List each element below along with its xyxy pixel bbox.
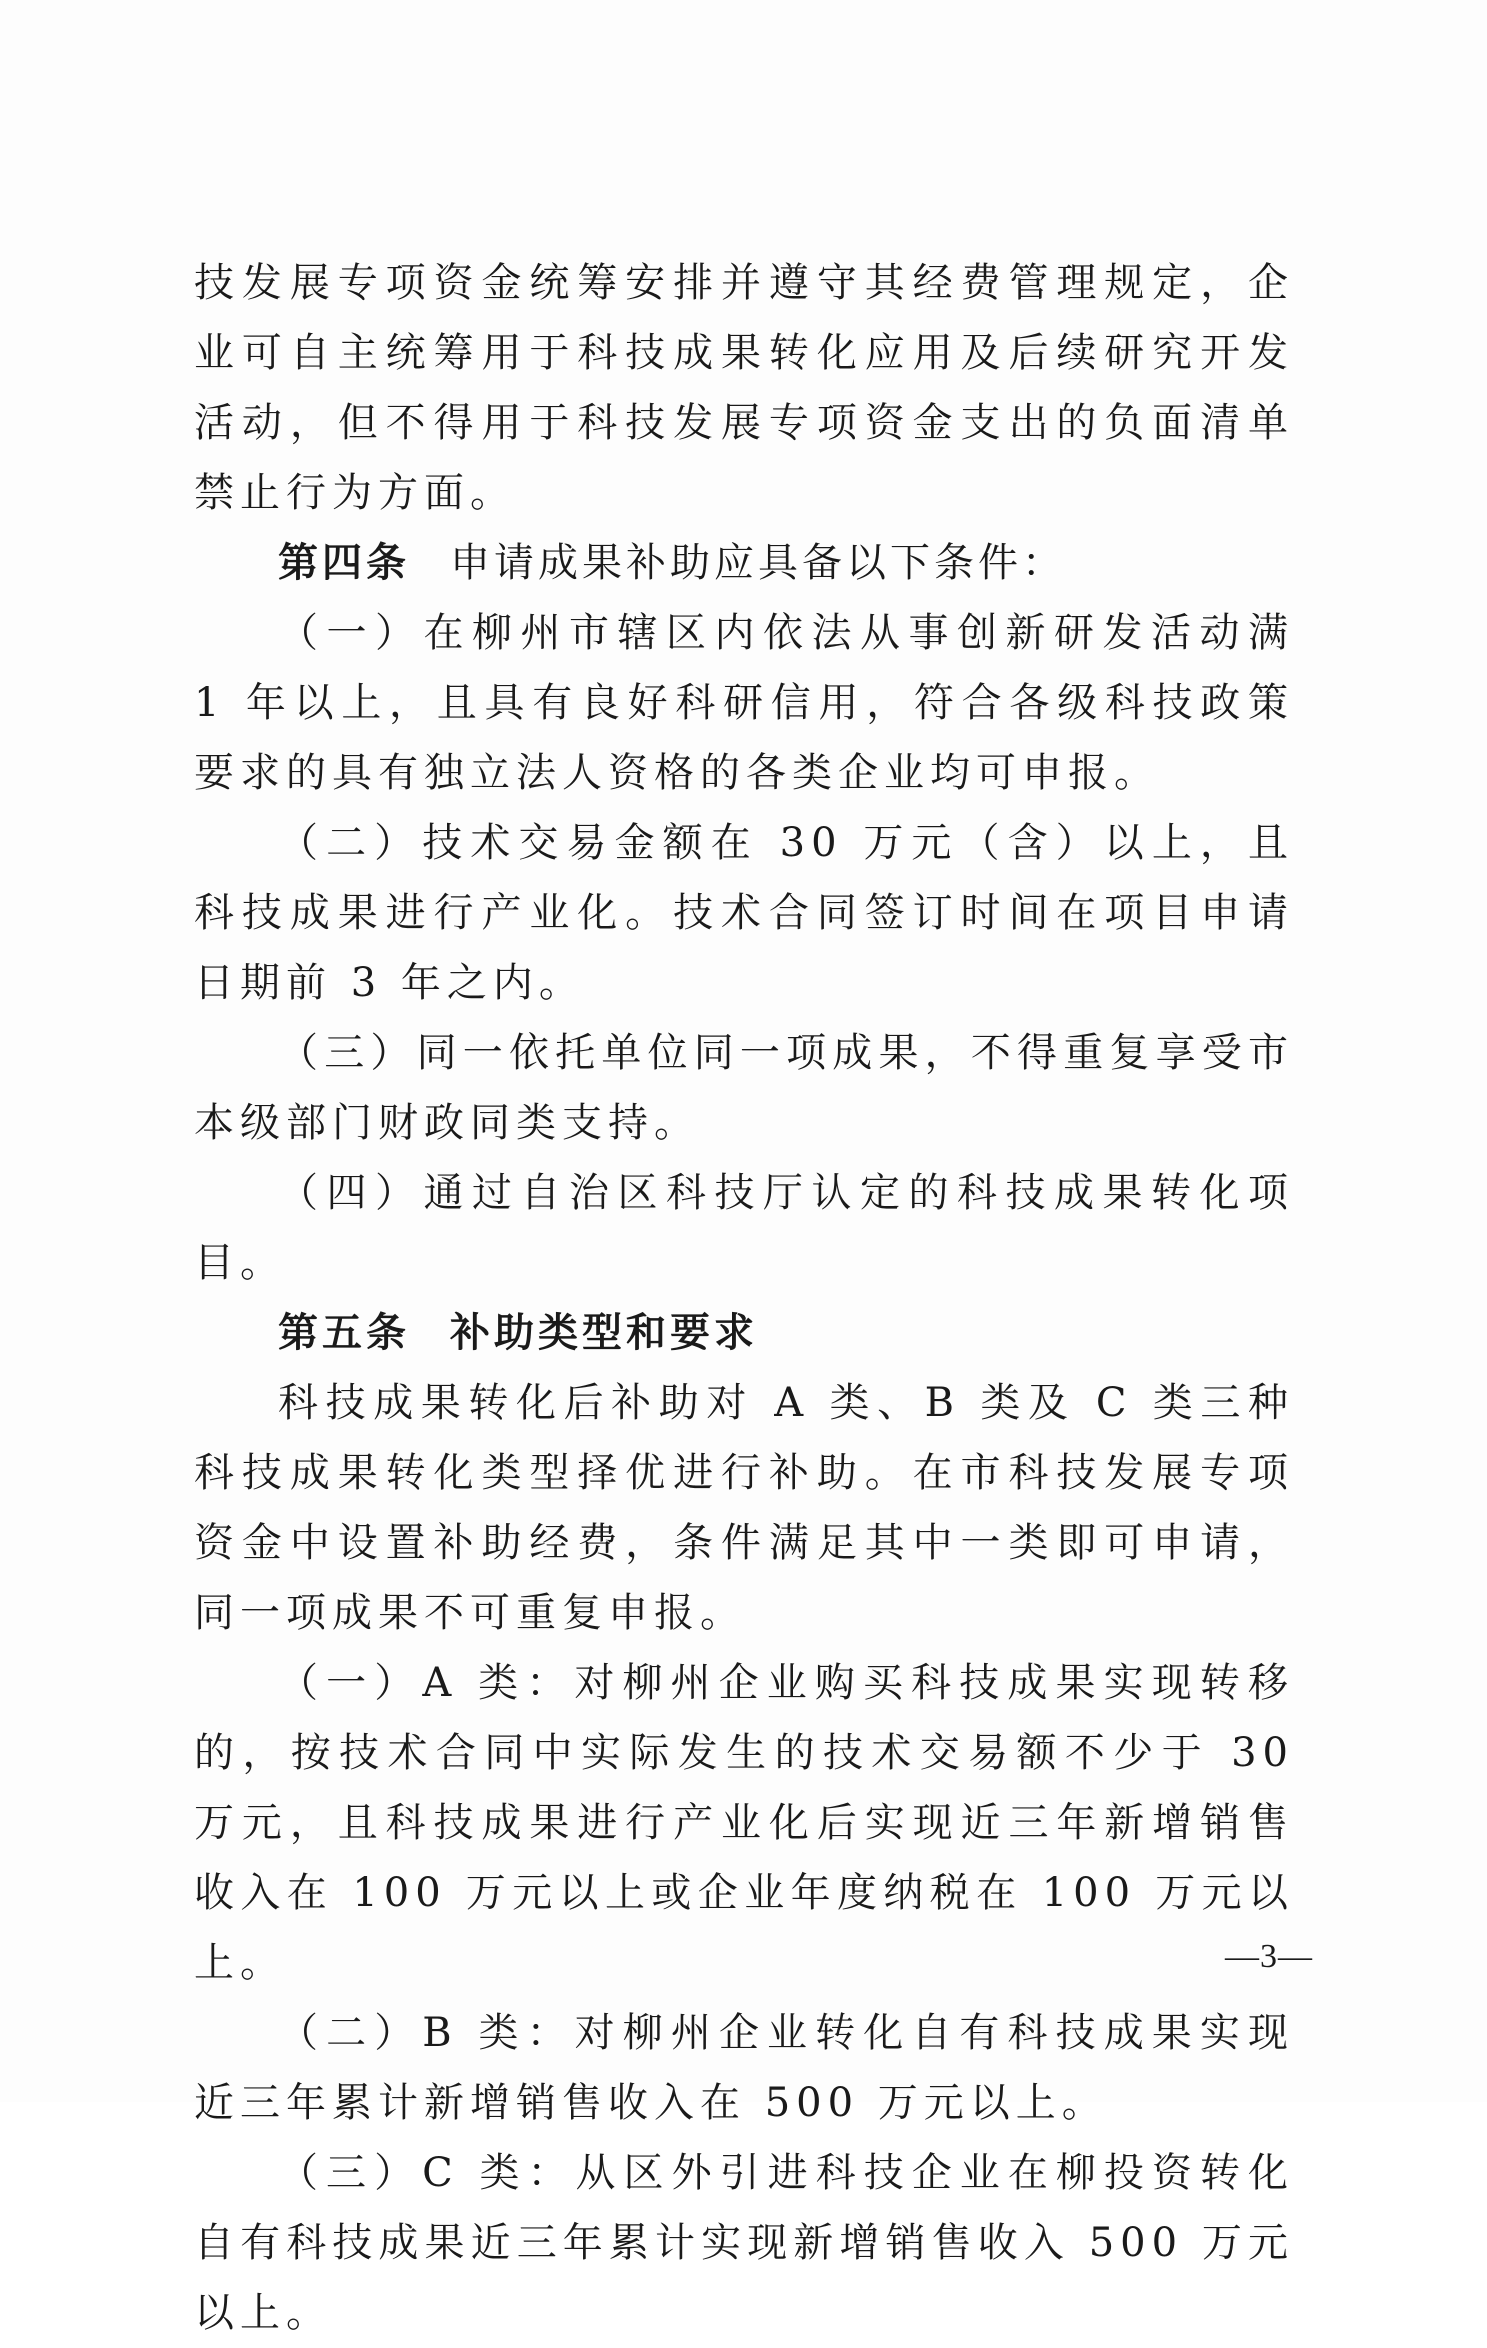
article-text: 补助类型和要求 bbox=[450, 1310, 758, 1356]
article-5-item-b: （二）B 类：对柳州企业转化自有科技成果实现近三年累计新增销售收入在 500 万元以上。 bbox=[194, 2010, 1294, 2126]
article-4-item-3: （三）同一依托单位同一项成果，不得重复享受市本级部门财政同类支持。 bbox=[194, 1030, 1294, 1146]
article-text: 申请成果补助应具备以下条件： bbox=[450, 540, 1066, 586]
article-4-item-1: （一）在柳州市辖区内依法从事创新研发活动满 1 年以上，且具有良好科研信用，符合各级科技政策要求的具有独立法人资格的各类企业均可申报。 bbox=[194, 610, 1294, 796]
article-5 bbox=[194, 1298, 1294, 1368]
page-number: —3— bbox=[1225, 1938, 1313, 1975]
article-4-item-4: （四）通过自治区科技厅认定的科技成果转化项目。 bbox=[194, 1170, 1294, 1286]
article-4 bbox=[194, 528, 1294, 598]
article-5-item-a: （一）A 类：对柳州企业购买科技成果实现转移的，按技术合同中实际发生的技术交易额不少于 30 万元，且科技成果进行产业化后实现近三年新增销售收入在 100 万元以上或企业年度纳税在 100 万元以上。 bbox=[194, 1660, 1294, 1986]
article-label: 第四条 bbox=[278, 540, 410, 586]
article-5-item-c: （三）C 类：从区外引进科技企业在柳投资转化自有科技成果近三年累计实现新增销售收入 500 万元以上。 bbox=[194, 2150, 1294, 2336]
article-4-item-2: （二）技术交易金额在 30 万元（含）以上，且科技成果进行产业化。技术合同签订时间在项目申请日期前 3 年之内。 bbox=[194, 820, 1294, 1006]
article-label: 第五条 bbox=[278, 1310, 410, 1356]
paragraph-continued: 技发展专项资金统筹安排并遵守其经费管理规定，企业可自主统筹用于科技成果转化应用及后续研究开发活动，但不得用于科技发展专项资金支出的负面清单禁止行为方面。 bbox=[194, 260, 1294, 516]
document-body bbox=[194, 248, 1294, 2348]
article-5-intro: 科技成果转化后补助对 A 类、B 类及 C 类三种科技成果转化类型择优进行补助。在市科技发展专项资金中设置补助经费，条件满足其中一类即可申请，同一项成果不可重复申报。 bbox=[194, 1380, 1294, 1636]
